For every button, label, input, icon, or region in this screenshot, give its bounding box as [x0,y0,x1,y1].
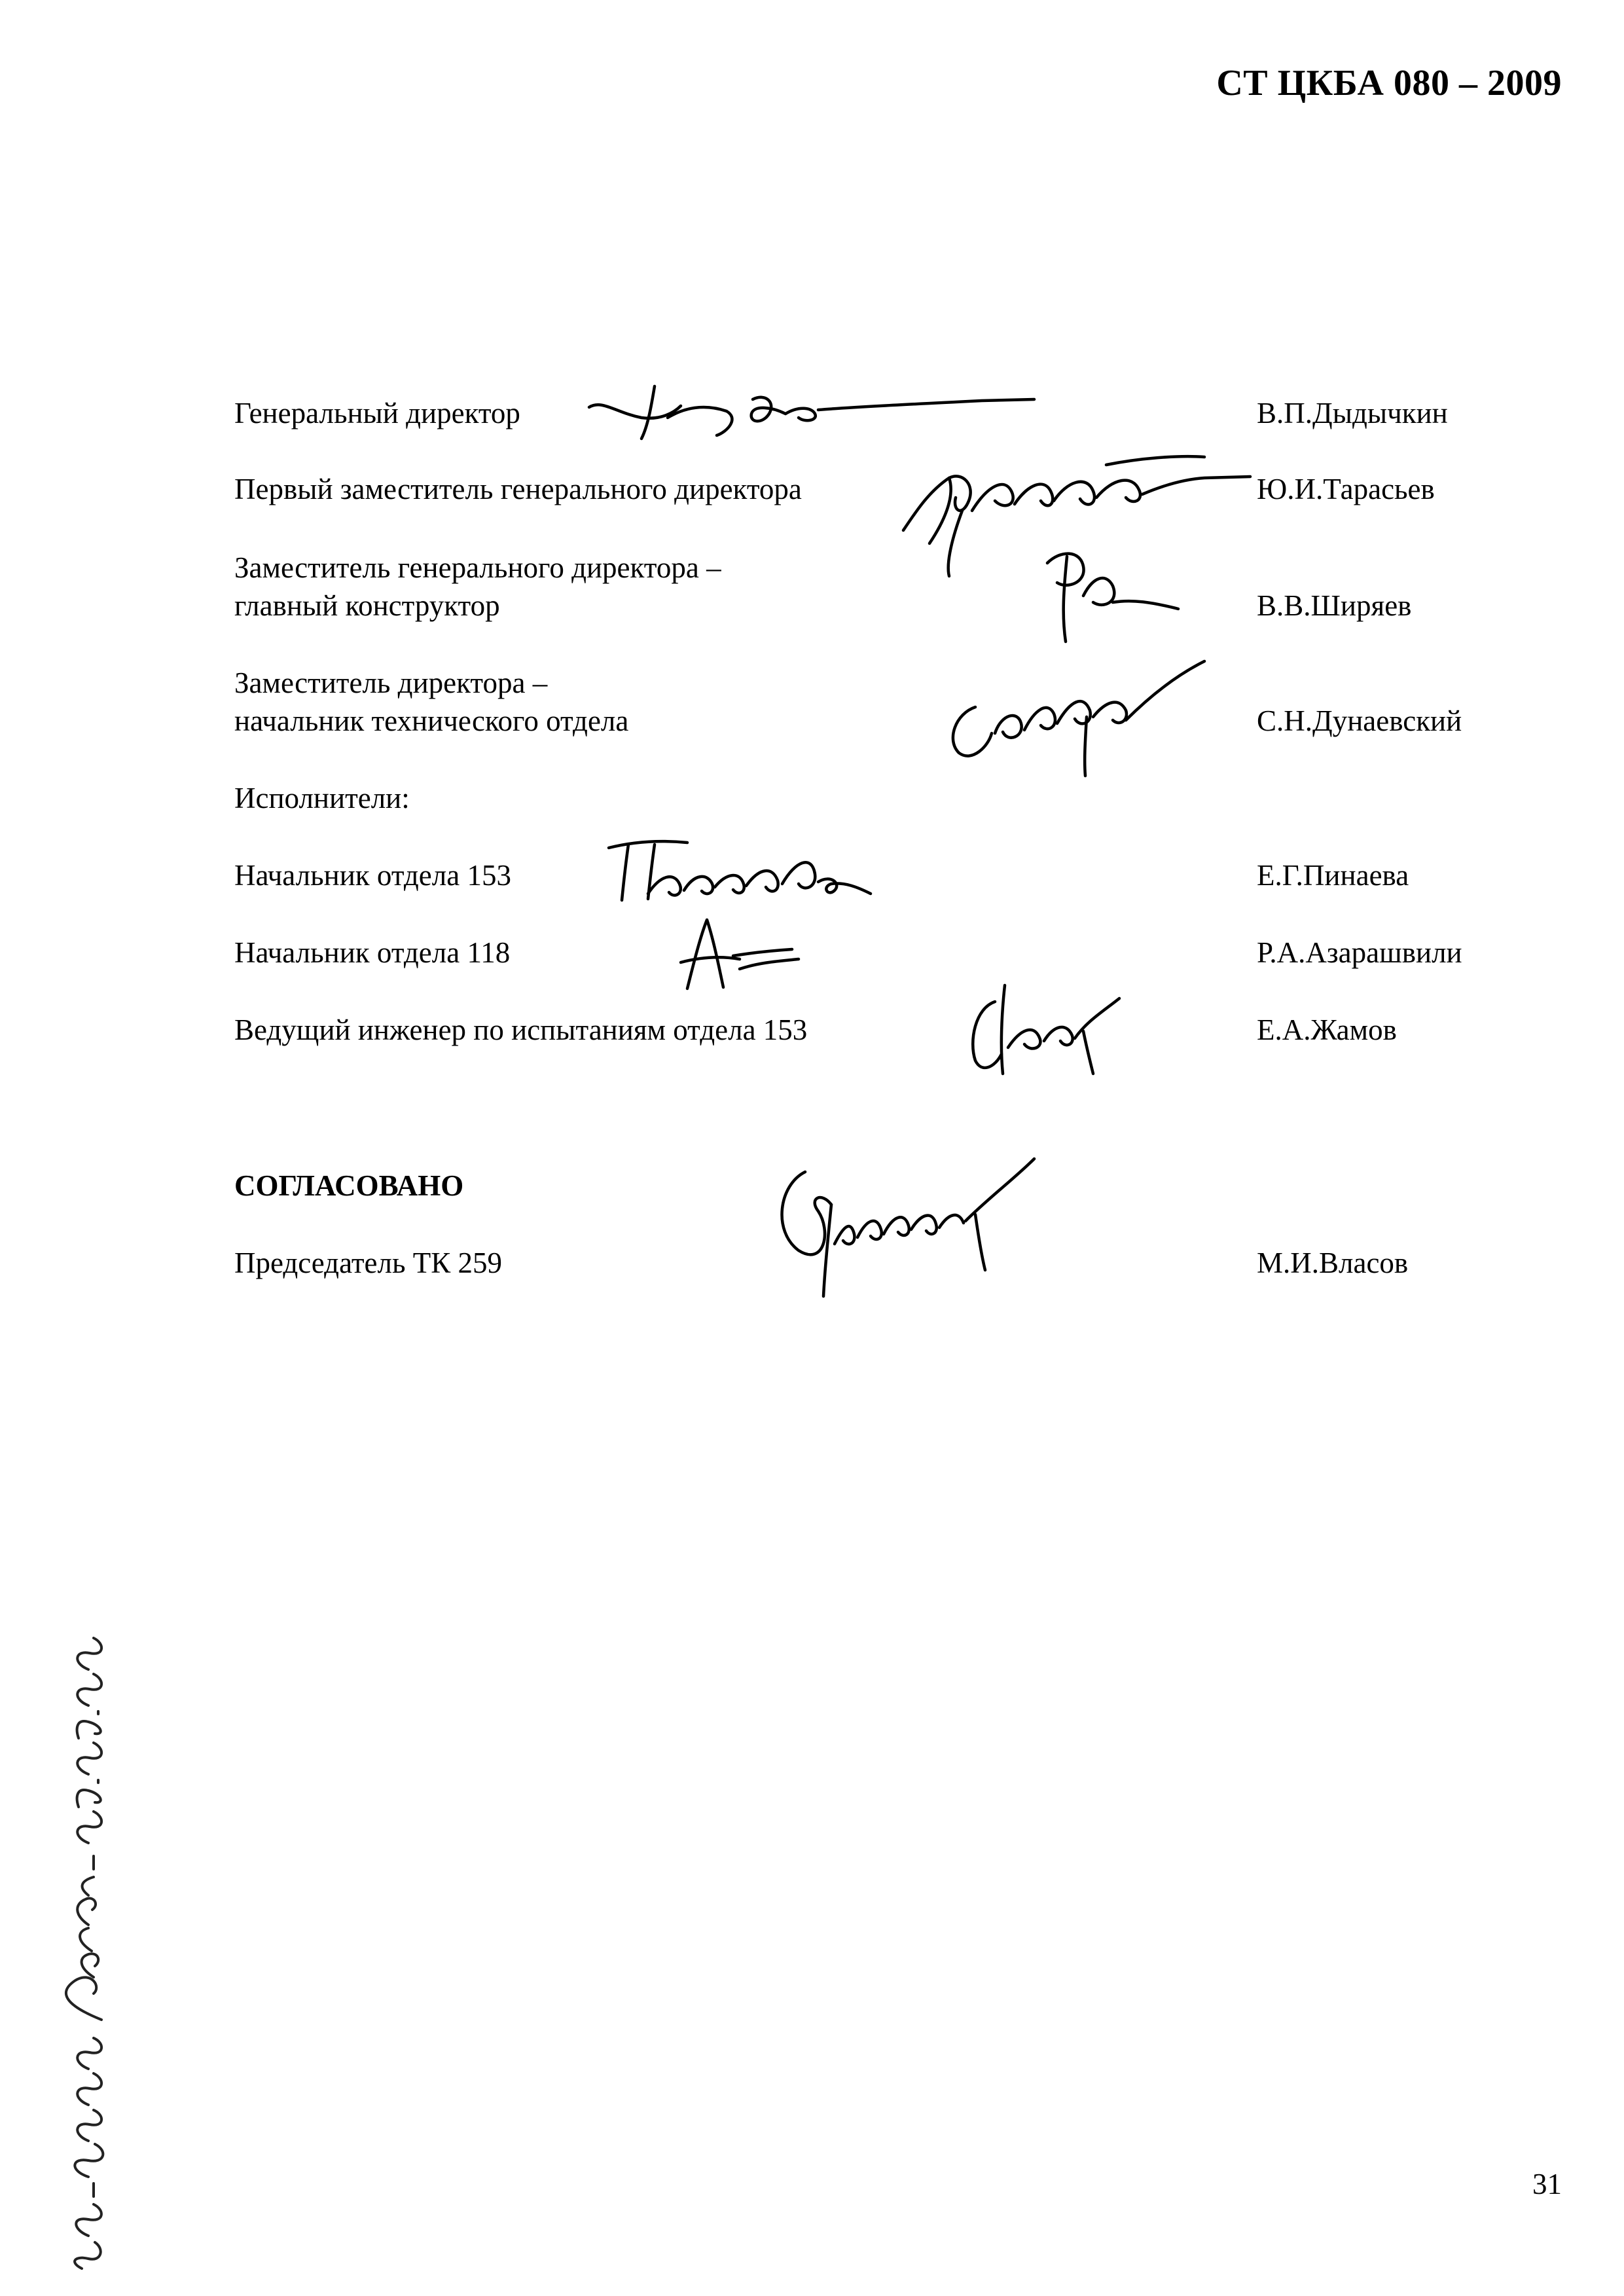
approver-name: В.В.Ширяев [1257,589,1412,622]
document-code: СТ ЦКБА 080 – 2009 [1216,63,1562,103]
approver-title: Генеральный директор [234,397,520,429]
executors-heading: Исполнители: [234,782,410,814]
margin-handwritten-note [39,1669,144,2291]
executor-title: Ведущий инженер по испытаниям отдела 153 [234,1013,808,1046]
executor-title: Начальник отдела 118 [234,936,511,969]
signature-vlasov [759,1152,1074,1303]
approver-title: Первый заместитель генерального директора [234,473,802,505]
page-number: 31 [1532,2168,1562,2200]
approver-name: С.Н.Дунаевский [1257,704,1462,737]
executor-name: Е.А.Жамов [1257,1013,1397,1046]
approver-title: начальник технического отдела [234,704,629,737]
approver-name: В.П.Дыдычкин [1257,397,1448,429]
agreed-name: М.И.Власов [1257,1247,1409,1279]
agreed-heading: СОГЛАСОВАНО [234,1169,464,1202]
signature-azarashvili [668,910,812,995]
approver-name: Ю.И.Тарасьев [1257,473,1435,505]
executor-name: Р.А.Азарашвили [1257,936,1462,969]
approver-title: Заместитель директора – [234,666,548,699]
executor-name: Е.Г.Пинаева [1257,859,1409,892]
signature-chief-designer [1021,537,1191,648]
signature-pinaeva [596,822,884,920]
approver-title: Заместитель генерального директора – [234,551,721,584]
agreed-title: Председатель ТК 259 [234,1247,502,1279]
approver-title: главный конструктор [234,589,500,622]
signature-tech-dept-head [929,655,1218,779]
executor-title: Начальник отдела 153 [234,859,511,892]
signature-zhamov [956,975,1139,1087]
